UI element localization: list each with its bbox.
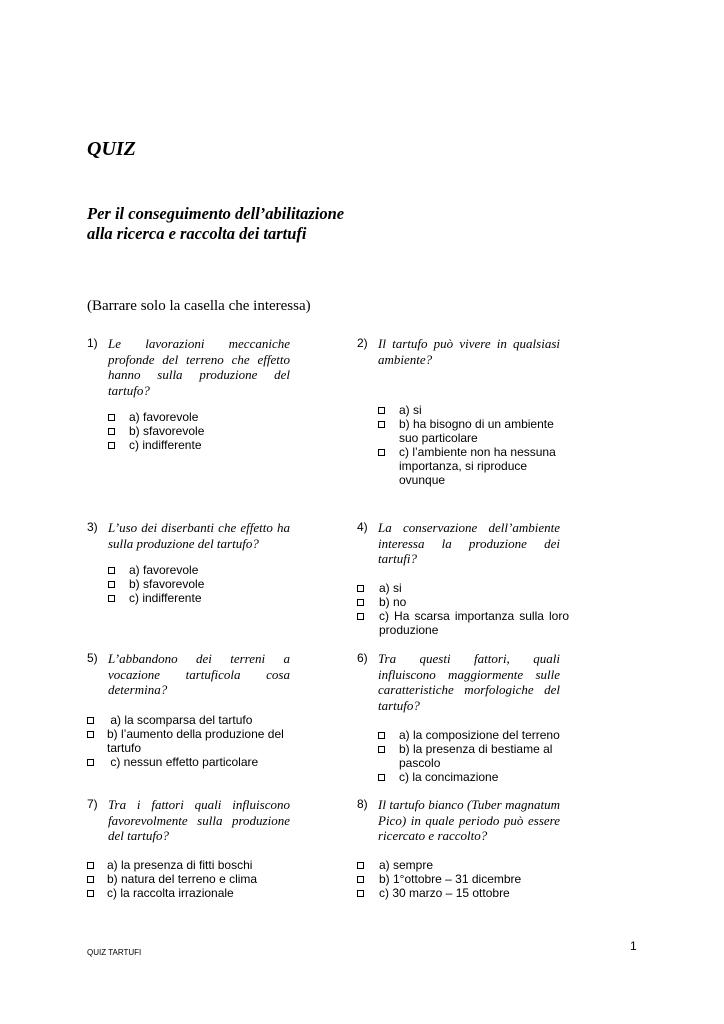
answer-option[interactable] [378, 742, 568, 770]
question-text: Le lavorazioni meccaniche profonde del terreno che effetto hanno sulla produzione del tartufo? [108, 336, 290, 398]
answer-label: a) la composizione del terreno [399, 728, 560, 742]
question-2 [357, 336, 587, 487]
checkbox-icon[interactable] [108, 581, 115, 588]
answer-option[interactable] [357, 581, 569, 595]
answer-label: c) indifferente [129, 591, 202, 605]
answer-label: c) l’ambiente non ha nessuna importanza, si riproduce ovunque [399, 445, 556, 487]
question-number: 5) [87, 651, 98, 665]
checkbox-icon[interactable] [87, 862, 94, 869]
answer-label: b) 1°ottobre – 31 dicembre [379, 871, 522, 886]
question-text: Tra i fattori quali influiscono favorevolmente sulla produzione del tartufo? [108, 797, 290, 843]
footer-label: QUIZ TARTUFI [87, 948, 142, 957]
checkbox-icon[interactable] [378, 774, 385, 781]
checkbox-icon[interactable] [378, 449, 385, 456]
answer-option[interactable] [87, 755, 299, 769]
question-1 [87, 336, 317, 452]
answer-option[interactable] [87, 886, 299, 900]
answer-label: b) l’aumento della produzione del tartufo [107, 726, 284, 755]
answer-list [87, 713, 299, 769]
subtitle-line-1: Per il conseguimento dell’abilitazione [87, 204, 345, 223]
answer-label: b) sfavorevole [129, 424, 205, 438]
answer-option[interactable] [378, 728, 568, 742]
question-number: 7) [87, 797, 98, 811]
question-number: 4) [357, 520, 368, 534]
answer-option[interactable] [378, 417, 568, 445]
answer-option[interactable] [87, 727, 299, 755]
subtitle [87, 204, 344, 244]
answer-label: a) la presenza di fitti boschi [107, 857, 253, 872]
answer-label: a) la scomparsa del tartufo [107, 712, 253, 727]
question-number: 1) [87, 336, 98, 350]
question-number: 3) [87, 520, 98, 534]
checkbox-icon[interactable] [378, 746, 385, 753]
answer-option[interactable] [357, 872, 569, 886]
checkbox-icon[interactable] [108, 595, 115, 602]
answer-list [108, 563, 298, 605]
checkbox-icon[interactable] [108, 442, 115, 449]
checkbox-icon[interactable] [87, 731, 94, 738]
answer-option[interactable] [108, 424, 298, 438]
answer-option[interactable] [357, 609, 569, 637]
answer-label: c) 30 marzo – 15 ottobre [379, 885, 510, 900]
question-3 [87, 520, 317, 605]
checkbox-icon[interactable] [357, 890, 364, 897]
answer-label: b) la presenza di bestiame al pascolo [399, 742, 553, 770]
checkbox-icon[interactable] [378, 732, 385, 739]
answer-option[interactable] [87, 872, 299, 886]
answer-option[interactable] [378, 403, 568, 417]
checkbox-icon[interactable] [87, 717, 94, 724]
checkbox-icon[interactable] [108, 428, 115, 435]
instruction-text: (Barrare solo la casella che interessa) [87, 298, 311, 314]
answer-option[interactable] [378, 770, 568, 784]
answer-label: b) ha bisogno di un ambiente suo particolare [399, 417, 554, 445]
answer-option[interactable] [108, 577, 298, 591]
question-text: Il tartufo bianco (Tuber magnatum Pico) in quale periodo può essere ricercato e raccolto? [378, 797, 560, 843]
subtitle-line-2: alla ricerca e raccolta dei tartufi [87, 224, 307, 243]
checkbox-icon[interactable] [357, 613, 364, 620]
question-text: Il tartufo può vivere in qualsiasi ambiente? [378, 336, 560, 367]
answer-option[interactable] [357, 595, 569, 609]
answer-label: b) natura del terreno e clima [107, 871, 258, 886]
question-number: 2) [357, 336, 368, 350]
answer-option[interactable] [87, 858, 299, 872]
checkbox-icon[interactable] [378, 407, 385, 414]
question-8 [357, 797, 587, 900]
answer-label: a) sempre [379, 857, 434, 872]
question-number: 6) [357, 651, 368, 665]
question-5 [87, 651, 317, 769]
answer-label: a) si [399, 403, 422, 417]
answer-label: b) sfavorevole [129, 577, 205, 591]
question-text: L’abbandono dei terreni a vocazione tartuficola cosa determina? [108, 651, 290, 697]
answer-option[interactable] [378, 445, 568, 487]
answer-label: b) no [379, 594, 407, 609]
answer-label: a) favorevole [129, 410, 199, 424]
answer-label: c) indifferente [129, 438, 202, 452]
checkbox-icon[interactable] [108, 414, 115, 421]
checkbox-icon[interactable] [87, 876, 94, 883]
checkbox-icon[interactable] [87, 759, 94, 766]
answer-label: c) Ha scarsa importanza sulla loro produzione [379, 608, 569, 637]
answer-list [87, 858, 299, 900]
checkbox-icon[interactable] [378, 421, 385, 428]
answer-option[interactable] [108, 410, 298, 424]
question-text: Tra questi fattori, quali influiscono maggiormente sulle caratteristiche morfologiche del tartufo? [378, 651, 560, 713]
answer-label: a) favorevole [129, 563, 199, 577]
answer-label: a) si [379, 580, 402, 595]
answer-label: c) la raccolta irrazionale [107, 885, 234, 900]
question-7 [87, 797, 317, 900]
question-text: La conservazione dell’ambiente interessa la produzione dei tartufi? [378, 520, 560, 566]
answer-label: c) nessun effetto particolare [107, 754, 259, 769]
answer-list [357, 858, 569, 900]
checkbox-icon[interactable] [357, 585, 364, 592]
answer-option[interactable] [108, 563, 298, 577]
question-4 [357, 520, 587, 637]
checkbox-icon[interactable] [357, 599, 364, 606]
answer-option[interactable] [87, 713, 299, 727]
checkbox-icon[interactable] [357, 862, 364, 869]
answer-list [357, 581, 569, 637]
answer-option[interactable] [108, 591, 298, 605]
checkbox-icon[interactable] [87, 890, 94, 897]
checkbox-icon[interactable] [357, 876, 364, 883]
answer-option[interactable] [357, 886, 569, 900]
question-6 [357, 651, 587, 784]
question-number: 8) [357, 797, 368, 811]
question-text: L’uso dei diserbanti che effetto ha sulla produzione del tartufo? [108, 520, 290, 551]
answer-label: c) la concimazione [399, 770, 499, 784]
checkbox-icon[interactable] [108, 567, 115, 574]
answer-list [378, 403, 568, 487]
answer-option[interactable] [357, 858, 569, 872]
page-number: 1 [630, 939, 637, 953]
answer-option[interactable] [108, 438, 298, 452]
answer-list [108, 410, 298, 452]
answer-list [378, 728, 568, 784]
page-title: QUIZ [87, 138, 136, 160]
